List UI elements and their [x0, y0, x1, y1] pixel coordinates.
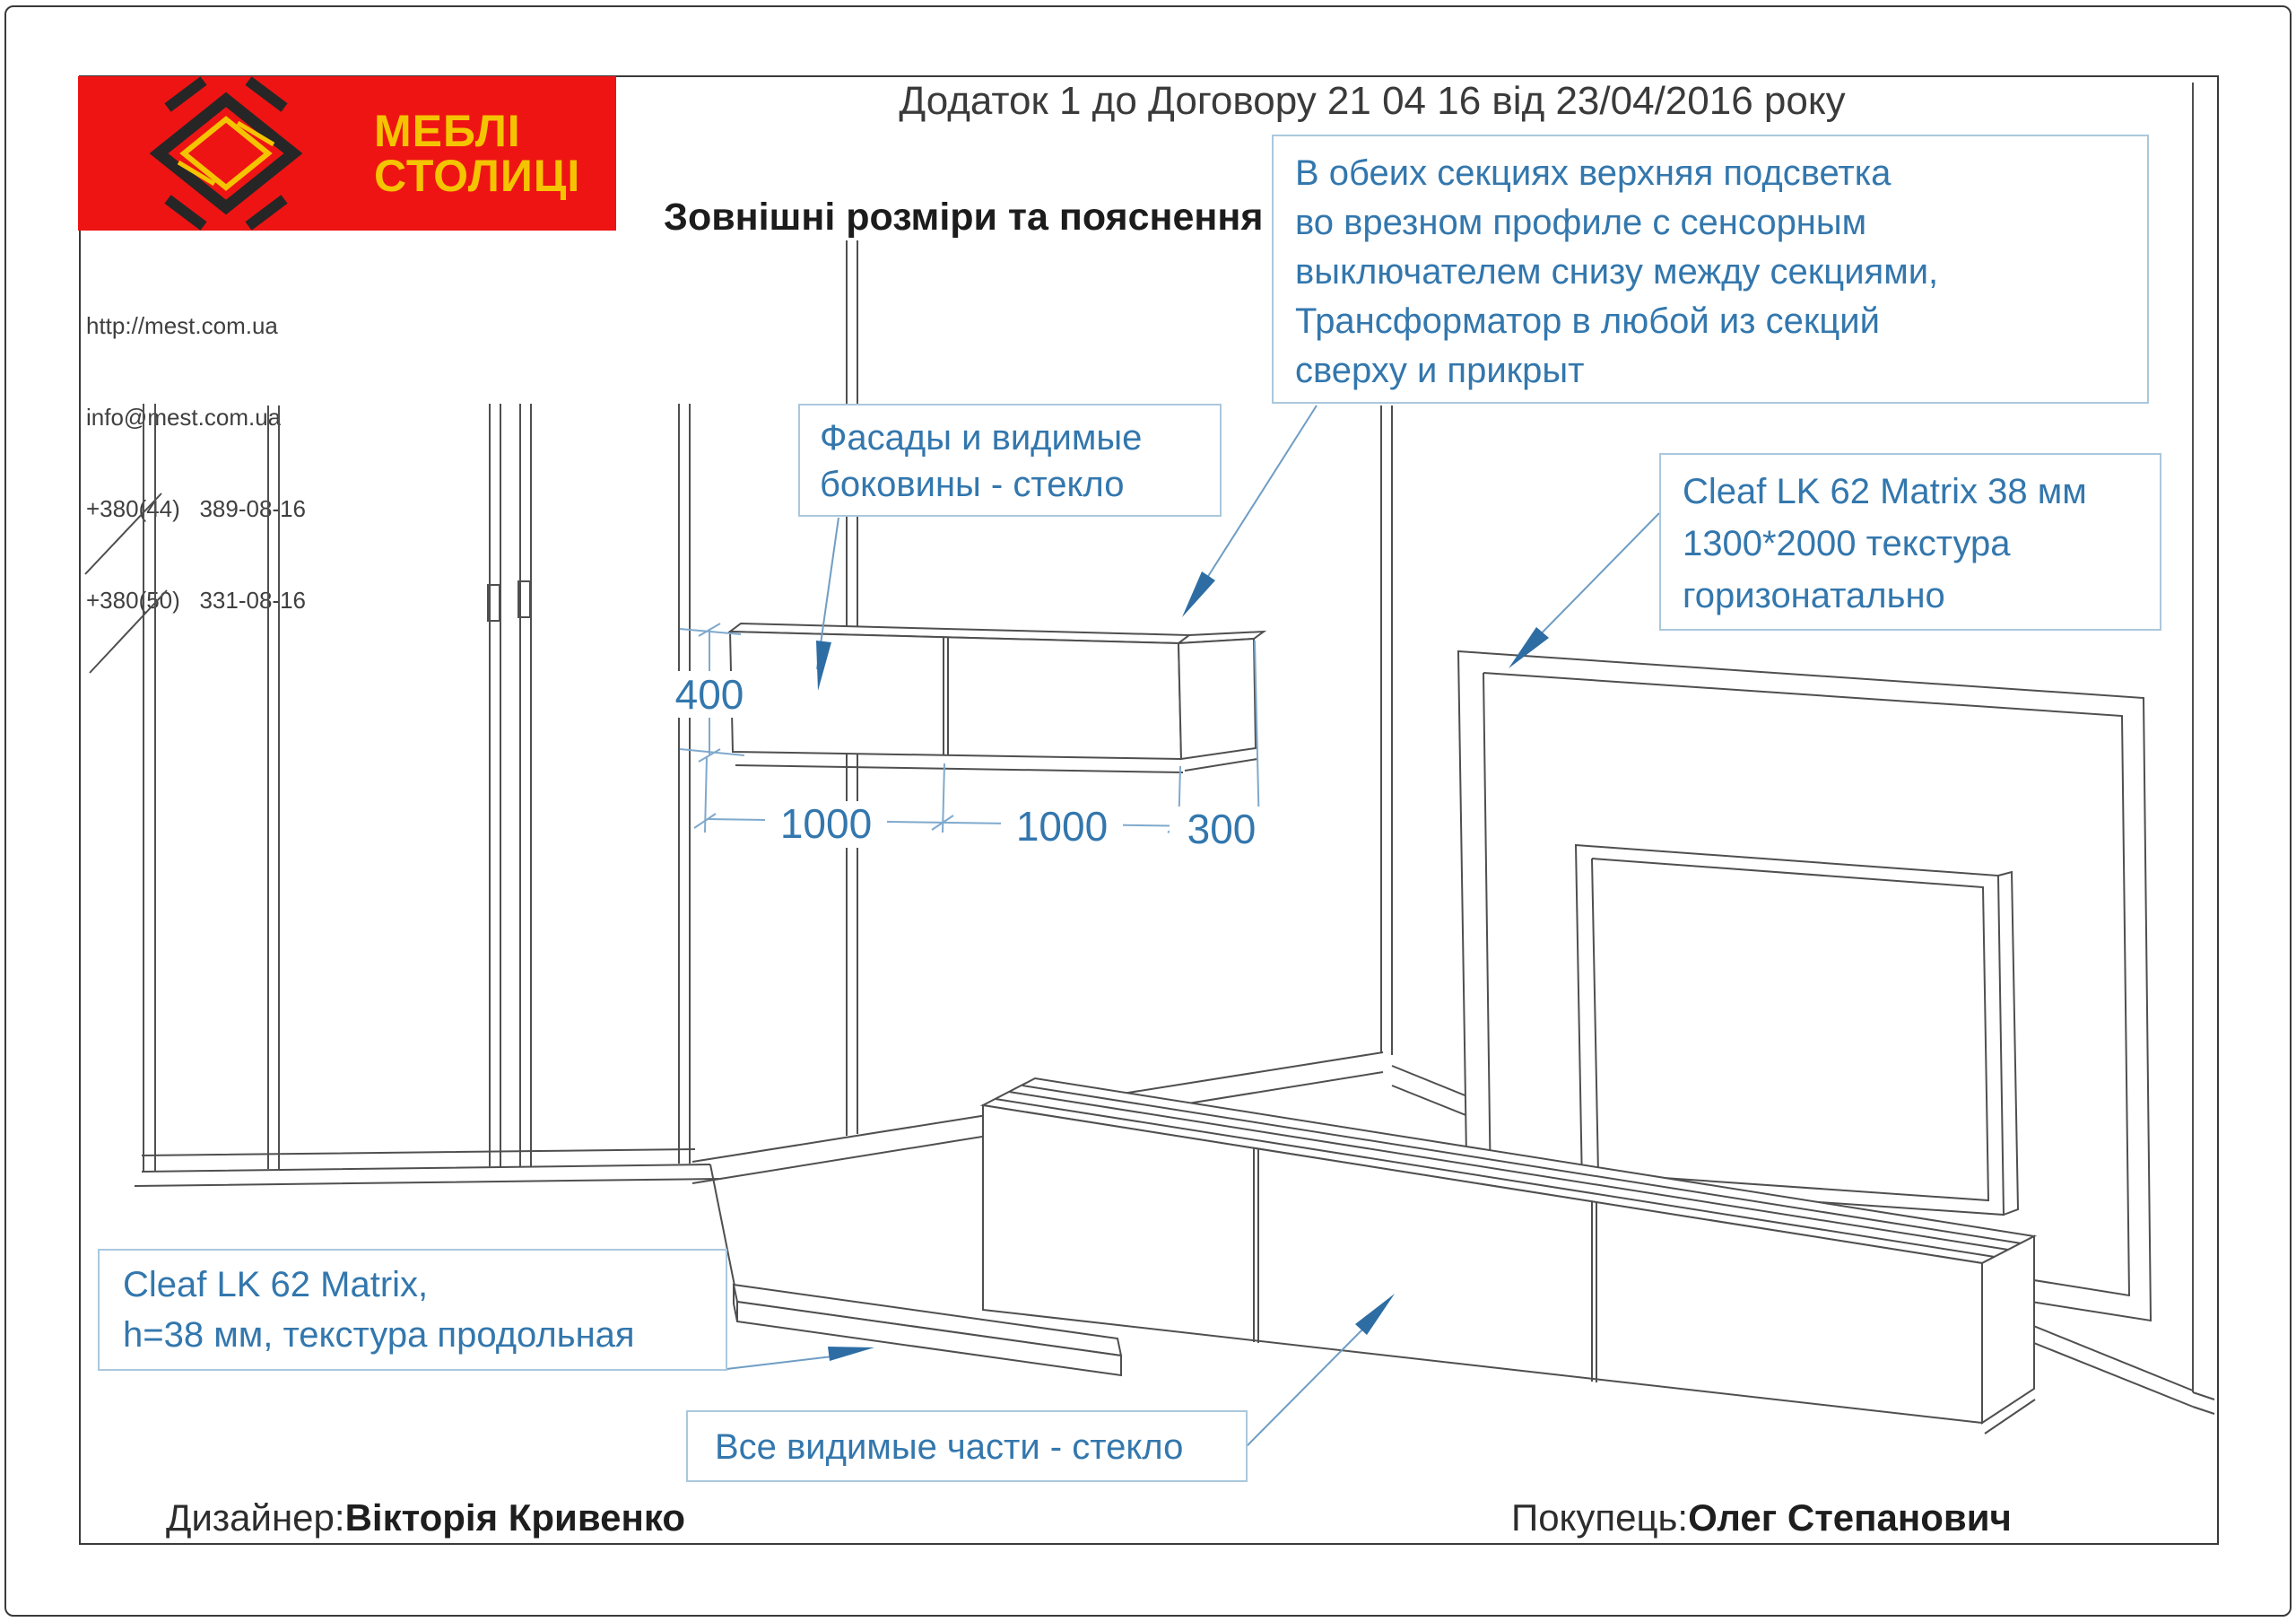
contact-website: http://mest.com.ua: [86, 312, 278, 339]
hanging-cabinet: [730, 624, 1264, 772]
dim-height-label: 400: [674, 671, 744, 718]
dim-width-right-label: 1000: [1015, 803, 1109, 850]
contact-phone-1: +380(44) 389-08-16: [86, 495, 307, 522]
buyer-name: Олег Степанович: [1688, 1496, 2012, 1539]
buyer-label: Покупець:: [1511, 1496, 1689, 1539]
designer-label: Дизайнер:: [166, 1496, 345, 1539]
page-subtitle: Зовнішні розміри та пояснення: [664, 196, 1264, 239]
dim-width-left-label: 1000: [779, 800, 873, 847]
dim-depth-label: 300: [1187, 806, 1257, 852]
designer-name: Вікторія Кривенко: [344, 1496, 685, 1539]
contact-phone-2: +380(50) 331-08-16: [86, 587, 307, 614]
document-title: Додаток 1 до Договору 21 04 16 від 23/04/2016 року: [899, 79, 1846, 123]
tv-screen-frame: [1576, 845, 2004, 1215]
callout-visible-parts: Все видимые части - стекло: [686, 1410, 1248, 1482]
callout-panel-material: Cleaf LK 62 Matrix 38 мм 1300*2000 текстура горизонатально: [1659, 453, 2161, 631]
callout-shelf-material: Cleaf LK 62 Matrix, h=38 мм, текстура продольная: [98, 1249, 727, 1371]
contact-email: info@mest.com.ua: [86, 404, 282, 431]
designer-signature: [166, 1496, 685, 1539]
buyer-signature: [1511, 1496, 2012, 1539]
arrow-shelf-icon: [828, 1347, 874, 1361]
brand-name: МЕБЛІ СТОЛИЦІ: [374, 106, 581, 201]
callout-facades: Фасады и видимые боковины - стекло: [798, 404, 1222, 517]
callout-lighting: В обеих секциях верхняя подсветка во врезном профиле с сенсорным выключателем снизу между секциями, Трансформатор в любой из секций сверху и прикрыт: [1272, 135, 2149, 404]
arrow-lighting-icon: [1182, 571, 1215, 617]
